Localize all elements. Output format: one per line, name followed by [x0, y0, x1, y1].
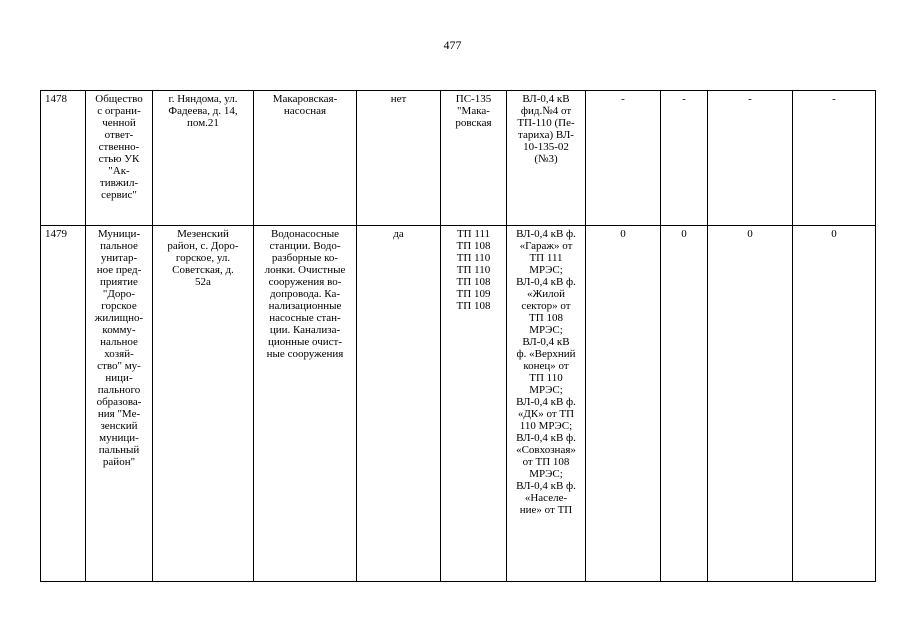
table-row [41, 226, 876, 582]
cell-line: зенский [100, 420, 138, 432]
cell-line: ния "Ме- [97, 408, 141, 420]
power-line-cell [507, 91, 586, 226]
cell-line: конец» от [523, 360, 569, 372]
cell-line: 10-135-02 [523, 141, 569, 153]
cell-line: МРЭС; [529, 324, 563, 336]
cell-line: тариха) ВЛ- [518, 129, 574, 141]
cell-line: насосные стан- [269, 312, 341, 324]
cell-line: «ДК» от ТП [517, 408, 575, 420]
cell-line: муници- [99, 432, 139, 444]
cell-line: «Совхозная» [516, 444, 576, 456]
cell-line: Советская, д. [172, 264, 234, 276]
cell-line: разборные ко- [271, 252, 339, 264]
power-line-cell [507, 226, 586, 582]
cell-line: нальное [100, 336, 138, 348]
cell-line: 110 МРЭС; [519, 420, 573, 432]
value-cell-1: 0 [586, 226, 661, 582]
substation-cell [441, 226, 507, 582]
cell-line: район" [102, 456, 136, 468]
flag-cell [357, 91, 441, 226]
cell-line: стью УК [98, 153, 140, 165]
cell-line: жилищно- [94, 312, 144, 324]
cell-line: 52а [195, 276, 211, 288]
cell-line: ТП 108 [529, 312, 563, 324]
cell-line: "Ак- [108, 165, 130, 177]
cell-line: "Доро- [102, 288, 136, 300]
cell-line: «Гараж» от [519, 240, 573, 252]
value-cell-2: - [661, 91, 708, 226]
cell-line: «Населе- [524, 492, 568, 504]
cell-line: пального [97, 384, 141, 396]
cell-line: нет [390, 93, 407, 105]
cell-line: Общество [95, 93, 143, 105]
value-cell-3: 0 [708, 226, 793, 582]
cell-line: насосная [283, 105, 327, 117]
cell-line: ние» от ТП [519, 504, 573, 516]
cell-line: г. Няндома, ул. [168, 93, 238, 105]
cell-line: ровская [455, 117, 492, 129]
cell-line: сооружения во- [268, 276, 342, 288]
page-number: 477 [443, 38, 462, 52]
cell-line: ТП 110 [529, 372, 563, 384]
cell-line: ВЛ-0,4 кВ ф. [516, 396, 576, 408]
cell-line: МРЭС; [529, 468, 563, 480]
cell-line: Муници- [97, 228, 141, 240]
cell-line: ные сооружения [266, 348, 344, 360]
address-cell [153, 226, 254, 582]
cell-line: Макаровская- [272, 93, 338, 105]
cell-line: Фадеева, д. 14, [168, 105, 238, 117]
cell-line: ВЛ-0,4 кВ ф. [516, 276, 576, 288]
cell-line: район, с. Доро- [167, 240, 239, 252]
cell-line: с ограни- [97, 105, 141, 117]
cell-line: ф. «Верхний [516, 348, 576, 360]
cell-line: от ТП 108 [522, 456, 570, 468]
cell-line: ТП-110 (Пе- [517, 117, 575, 129]
row-number-cell: 1478 [41, 91, 86, 226]
cell-line: ТП 111 [529, 252, 563, 264]
value-cell-1: - [586, 91, 661, 226]
cell-line: ответ- [104, 129, 134, 141]
cell-line: ВЛ-0,4 кВ ф. [516, 432, 576, 444]
cell-line: горское [101, 300, 137, 312]
cell-line: Водонасосные [270, 228, 340, 240]
cell-line: "Мака- [457, 105, 490, 117]
cell-line: ции. Канализа- [269, 324, 341, 336]
cell-line: МРЭС; [529, 264, 563, 276]
cell-line: хозяй- [104, 348, 134, 360]
organization-cell [86, 226, 153, 582]
cell-line: ТП 109 [456, 288, 491, 300]
value-cell-4: - [793, 91, 876, 226]
address-cell [153, 91, 254, 226]
cell-line: допровода. Ка- [269, 288, 340, 300]
row-number-cell: 1479 [41, 226, 86, 582]
cell-line: ство" му- [97, 360, 141, 372]
cell-line: ственно- [98, 141, 140, 153]
cell-line: унитар- [100, 252, 138, 264]
cell-line: тивжил- [99, 177, 139, 189]
cell-line: образова- [96, 396, 142, 408]
cell-line: сектор» от [521, 300, 571, 312]
cell-line: пальный [98, 444, 140, 456]
cell-line: ници- [105, 372, 133, 384]
cell-line: «Жилой [526, 288, 566, 300]
table-row [41, 91, 876, 226]
cell-line: да [393, 228, 404, 240]
object-cell [254, 91, 357, 226]
cell-line: ТП 110 [456, 252, 491, 264]
cell-line: сервис" [101, 189, 137, 201]
cell-line: ВЛ-0,4 кВ ф. [516, 480, 576, 492]
cell-line: ТП 108 [456, 276, 491, 288]
cell-line: ТП 108 [456, 300, 491, 312]
value-cell-3: - [708, 91, 793, 226]
cell-line: Мезенский [177, 228, 229, 240]
substation-cell [441, 91, 507, 226]
cell-line: ТП 110 [456, 264, 491, 276]
cell-line: ПС-135 [455, 93, 492, 105]
cell-line: ВЛ-0,4 кВ ф. [516, 228, 576, 240]
cell-line: ВЛ-0,4 кВ [522, 336, 570, 348]
organization-cell [86, 91, 153, 226]
cell-line: приятие [100, 276, 138, 288]
cell-line: фид.№4 от [520, 105, 572, 117]
flag-cell [357, 226, 441, 582]
cell-line: лонки. Очистные [264, 264, 346, 276]
cell-line: пом.21 [187, 117, 219, 129]
data-table [40, 90, 876, 582]
cell-line: ТП 111 [456, 228, 491, 240]
cell-line: ТП 108 [456, 240, 491, 252]
cell-line: горское, ул. [175, 252, 231, 264]
cell-line: ВЛ-0,4 кВ [522, 93, 570, 105]
cell-line: станции. Водо- [269, 240, 341, 252]
cell-line: (№3) [534, 153, 558, 165]
cell-line: комму- [102, 324, 136, 336]
cell-line: нализационные [268, 300, 342, 312]
cell-line: ционные очист- [267, 336, 343, 348]
cell-line: ченной [102, 117, 136, 129]
cell-line: МРЭС; [529, 384, 563, 396]
value-cell-2: 0 [661, 226, 708, 582]
object-cell [254, 226, 357, 582]
cell-line: пальное [100, 240, 138, 252]
value-cell-4: 0 [793, 226, 876, 582]
cell-line: ное пред- [96, 264, 142, 276]
